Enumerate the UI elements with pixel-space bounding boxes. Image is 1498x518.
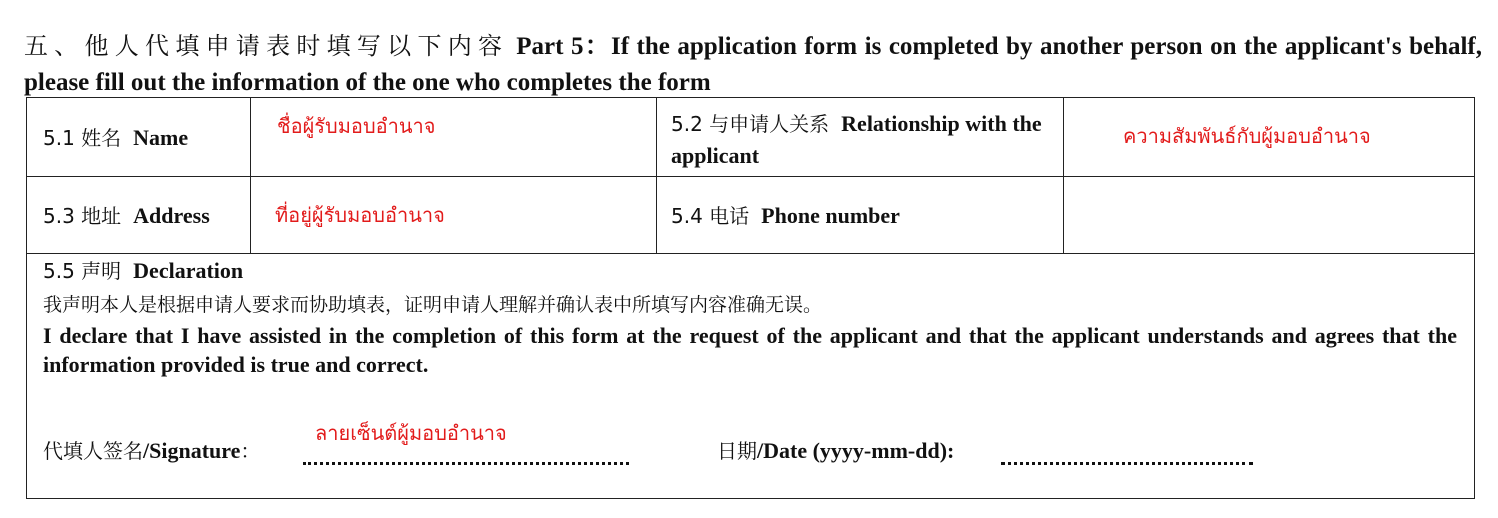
relationship-label: 5.2 与申请人关系 Relationship with the applicant bbox=[671, 111, 1042, 168]
row-divider bbox=[27, 253, 1474, 254]
signature-line[interactable] bbox=[303, 462, 629, 465]
address-field[interactable]: ที่อยู่ผู้รับมอบอำนาจ bbox=[275, 203, 445, 227]
section-heading-cn: 五、他人代填申请表时填写以下内容 bbox=[24, 32, 509, 60]
column-divider bbox=[1063, 98, 1064, 253]
section-heading bbox=[24, 28, 1482, 101]
date-line[interactable] bbox=[1001, 462, 1253, 465]
date-label: 日期/Date (yyyy-mm-dd): bbox=[717, 438, 955, 463]
phone-label: 5.4 电话 Phone number bbox=[671, 203, 900, 228]
declaration-text-en: I declare that I have assisted in the completion of this form at the request of the applicant and that the applicant understands and agrees that the information provided is true and correct. bbox=[43, 323, 1457, 377]
address-label: 5.3 地址 Address bbox=[43, 203, 210, 228]
name-label: 5.1 姓名 Name bbox=[43, 125, 189, 150]
section-heading-en: Part 5：If the application form is completed by another person on the applicant's behalf, please fill out the information of the one who completes the form bbox=[24, 33, 1482, 96]
name-field[interactable]: ชื่อผู้รับมอบอำนาจ bbox=[277, 114, 436, 138]
column-divider bbox=[656, 98, 657, 253]
declaration-label: 5.5 声明 Declaration bbox=[43, 258, 244, 283]
form-table bbox=[26, 97, 1475, 499]
column-divider bbox=[250, 98, 251, 253]
row-divider bbox=[27, 176, 1474, 177]
relationship-field[interactable]: ความสัมพันธ์กับผู้มอบอำนาจ bbox=[1123, 124, 1371, 148]
signature-label: 代填人签名/Signature： bbox=[43, 438, 261, 463]
signature-field[interactable]: ลายเซ็นต์ผู้มอบอำนาจ bbox=[315, 421, 507, 445]
declaration-text-cn: 我声明本人是根据申请人要求而协助填表，证明申请人理解并确认表中所填写内容准确无误。 bbox=[43, 294, 823, 316]
